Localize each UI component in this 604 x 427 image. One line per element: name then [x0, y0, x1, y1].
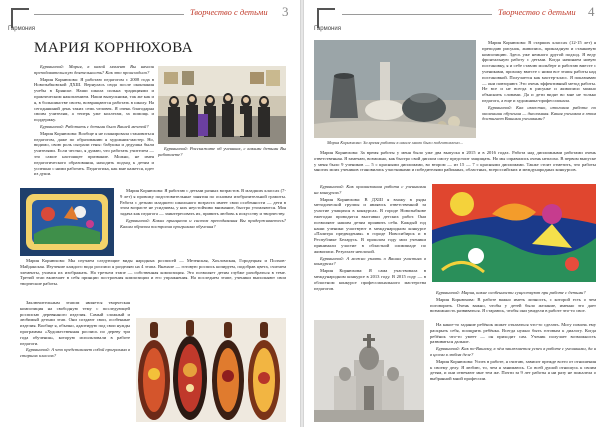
paragraph: На какое-то задание ребёнок может отказаться что-то сделать. Могу помочь ему раскрыть себя, поощрить ребёнка. Всегда нужно быть готовым к диалогу. Когда ребёнок что-то умеет — он приходит сам. Ученик получает возможность развиваться дальше. [430, 322, 596, 345]
right-page [304, 0, 604, 427]
paragraph: Бурваничой: Каких принципов и систем преподавания Вы придерживаетесь? Каким образом построена программа обучения? [120, 217, 286, 229]
paragraph: Мария Корнюхова: Я работаю с детьми разных возрастов. В младших классах (7-9 лет) я провожу подготовительные занятия по основам изобразительной грамоты. Работа с детьми младшего школьного возраста имеет свои особенности — дети в этом возрасте не усидчивы, у них неустойчиво внимание, быстро утомляются. Моя задача как педагога — заинтересовать их, привить любовь к искусству и творчеству. [120, 188, 286, 217]
paragraph: Заключительным этапом является творческая композиция на свободную тему с последующей росписью деревянного изделия. Самый сложный и любимый детьми этап. Они создают свои, особенные изделия. Вообще я, обычно, адаптирую под свои нужды программы «Художественная роспись по дереву три года обучения», которую использовали в работе педагоги. [20, 300, 130, 346]
paragraph: Мария Корнюхова: Успех в работе, я считаю, зависит прежде всего от отношения к своему делу. Я люблю, то, чем я занимаюсь. Со всей душой отношусь к своим детям, и они отвечают мне тем же. Почти за 9 лет работы я ни разу не пожалела о выбранной мной профессии. [430, 358, 596, 382]
contests-text [314, 184, 426, 318]
colorful-painting [432, 184, 596, 282]
left-page [0, 0, 300, 427]
paragraph: Мария Корнюхова: В старших классах (12-15 лет) я преподаю рисунок, живопись, прикладную и станковую композицию. Здесь уже немного другой подход. Я веду фронтальную работу с детьми. Когда начинаем новую постановку, я и себе ставлю мольберт и работаю вместе с учениками, прохожу вместе с ними все этапы работы над постановкой. Получается как мастер-класс. Я показываю — они повторяют. Это очень эффективный метод работы. Не все и не всегда в рисунке и живописи можно объяснить словами. Да и дети видят во мне не только педагога, а еще и художника-профессионала. [482, 40, 596, 103]
header-rule [342, 14, 492, 15]
paragraph: Бурваничой: Как известно, итоговая работа по окончании обучения — дипломная. Какая учеников в этом достигает Вашими учениками? [482, 104, 596, 122]
page-number: 4 [588, 4, 595, 19]
paragraph: Мария Корнюхова: В ДХШ я вхожу в ряды методической группы и являюсь ответственной за участие учащихся в конкурсах. В городе Новозыбкове ежегодно проводятся выставки детских работ. Они позволяют нашим детям проявить себя. Каждый год наши ученики участвуют в международном конкурсе «Палитра предвидения» в городе Новосибирск и в Республике Беларусь. В прошлом году мои ученики принимали участие в областной олимпиаде по живописи. Результат неплохой. [314, 196, 426, 254]
page-number: 3 [282, 4, 289, 19]
paragraph: Мария Корнюхова: Вообще я не планировала становиться педагогом, даже по образованию я художник-мастер. Но, видимо, свою роль сыграли гены: бабушка и дедушка были учителями. Если честно, я думаю, что работать учителем — это самое настоящее призвание. Можно, не имея педагогического образования, находить подход к детям и успешно с ними работать. Педагогика, как мне кажется, идет из души. [34, 130, 154, 177]
mid-text [158, 146, 286, 186]
intro-text [34, 64, 154, 186]
section-title: Творчество с детьми [498, 7, 576, 17]
right-page-header [304, 0, 604, 36]
paragraph: Мария Корнюхова: Я работаю педагогом с 2008 года в Новозыбковской ДХШ. Вернулась сюда после окончания учебы в Брянске. Наши школа сильна традициями и практическим накоплением. Наши выпускники, так же как и я, в большинстве своем, возвращаются работать в школу. На сегодняшний день таких семь человек. Я очень благодарна своим учителям, а теперь уже коллегам, за помощь и поддержку. [34, 76, 154, 123]
paragraph: Мария Корнюхова: Я сама участвовала в международном конкурсе в 2013 году. В 2015 году — в областном конкурсе профессионального мастерства педагогов. [314, 268, 426, 291]
paragraph: Бурваничой: А что представляет собой программа в старших классах? [20, 347, 130, 359]
magazine-logo-icon: Гармония [8, 6, 34, 34]
still-life-painting [314, 40, 476, 138]
paragraph: Мария Корнюхова: В работе важно иметь личность, с которой есть о чем поговорить. Очень важно, чтобы у детей было желание, именно это дает возможность развиваться. Я стараюсь, чтобы они увидели в работе что-то свое. [430, 296, 596, 314]
painted-boards-photo [136, 318, 286, 422]
program-text [20, 300, 130, 420]
painted-tray-photo [20, 188, 114, 256]
section-title: Творчество с детьми [190, 7, 268, 17]
paragraph: Мария Корнюхова: Мы изучаем следующие виды народных росписей — Мезенская, Хохломская, Городецкая и Полхов-Майданская. Изучение каждого вида росписи я разделяю на 4 этапа. Вначале — готовую роспись копируем, подобрав цвета, считаем элементы, учимся их изображать. На третьем этапе — собственная композиция. Это позволяет детям глубже разобраться в теме. Третий этап включает в себя принцип построения композиции и его упражнения. На последнем этапе, ученики выполняют свои творческие работы. [20, 258, 286, 287]
mid-right-text [120, 188, 286, 256]
paragraph: Мария Корнюхова: За время работы у меня было уже два выпуска в 2015 и в 2016 годах. Работа над дипломными работами очень ответственная. Я замечаю, возможно, как быстро свой диплом смогу предстоит защищать. Но мы справились очень неплохо. В первом выпуске у меня было 9 учеников — 5 с красными дипломами, во втором — из 15 — 7 с красными дипломами. Также стоит отметить, что работы многих моих учеников становились участниками и победителями районных, областных, всероссийских и международных конкурсов. [314, 150, 596, 173]
senior-classes-text [482, 40, 596, 150]
paragraph: Бурваничой: Работать с детьми было Вашей мечтой? [40, 123, 149, 129]
header-rule [34, 14, 184, 15]
left-page-header [0, 0, 300, 36]
article-title: МАРИЯ КОРНЮХОВА [34, 40, 194, 56]
paragraph: Бурваничой: Мария, в какой момент Вы начали преподавательскую деятельность? Как это происходило? [34, 64, 154, 75]
paragraph: Бурваничой: Как организована работа с учениками на конкурсах? [314, 184, 426, 195]
paragraph: Бурваничой: Мария, какие особенности существуют при работе с детьми? [436, 290, 586, 295]
magazine-logo-icon: Гармония [314, 6, 340, 34]
church-drawing [314, 320, 424, 422]
diploma-text [314, 150, 596, 182]
success-text [430, 322, 596, 422]
group-photo [158, 66, 286, 144]
photo-caption: Мария Корнюхова: За время работы в школе мною было подготовлено... [326, 140, 464, 145]
paragraph: Бурваничой: Расскажите об учениках, с какими детьми Вы работаете? [158, 146, 286, 157]
paragraph: Бурваничой: А можно узнать о Ваших участиях в конкурсах? [314, 255, 426, 267]
method-text [20, 258, 286, 298]
paragraph: Бурваничой: Как по-Вашему, в чём заключается успех в работе с учениками, да и в целом в любом деле? [430, 346, 596, 357]
features-question-text [430, 290, 596, 320]
